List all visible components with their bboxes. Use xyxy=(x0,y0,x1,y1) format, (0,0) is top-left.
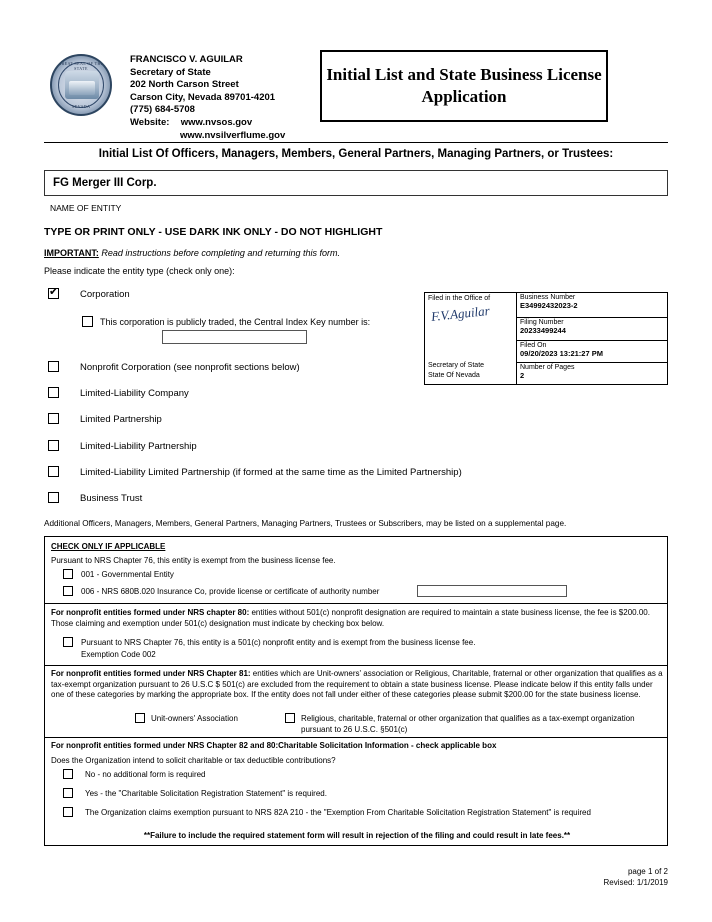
block-divider-3 xyxy=(45,737,667,738)
chapter82-heading: For nonprofit entities formed under NRS Chapter 82 and 80: xyxy=(51,741,279,750)
entity-name-label: NAME OF ENTITY xyxy=(50,203,122,213)
secretary-of-state-label: Secretary of State xyxy=(428,362,485,369)
label-no-additional-form: No - no additional form is required xyxy=(85,770,206,779)
label-publicly-traded: This corporation is publicly traded, the Central Index Key number is: xyxy=(100,317,371,327)
checkbox-unit-owners-association[interactable] xyxy=(135,713,145,723)
checkbox-insurance-co[interactable] xyxy=(63,586,73,596)
checkbox-business-trust[interactable] xyxy=(48,492,59,503)
label-claims-exemption: The Organization claims exemption pursuant to NRS 82A 210 - the "Exemption From Charitable Solicitation Registration Statement" is required xyxy=(85,808,591,817)
filed-on-value: 09/20/2023 13:21:27 PM xyxy=(520,349,603,358)
block-divider-1 xyxy=(45,603,667,604)
page-footer xyxy=(604,866,669,888)
label-501c-exempt: Pursuant to NRS Chapter 76, this entity is a 501(c) nonprofit entity and is exempt from the business license fee. xyxy=(81,638,476,647)
checkbox-limited-liability-limited-partnership[interactable] xyxy=(48,466,59,477)
additional-officers-note: Additional Officers, Managers, Members, General Partners, Managing Partners, Trustees or Subscribers, may be listed on a supplemental page. xyxy=(44,519,567,528)
office-phone: (775) 684-5708 xyxy=(130,104,195,116)
number-of-pages-value: 2 xyxy=(520,371,525,380)
label-limited-liability-limited-partnership: Limited-Liability Limited Partnership (if formed at the same time as the Limited Partnership) xyxy=(80,467,462,478)
print-instruction: TYPE OR PRINT ONLY - USE DARK INK ONLY - DO NOT HIGHLIGHT xyxy=(44,226,383,238)
insurance-license-number-input[interactable] xyxy=(417,585,567,597)
chapter80-heading: For nonprofit entities formed under NRS chapter 80: xyxy=(51,608,250,617)
checkbox-corporation[interactable] xyxy=(48,288,59,299)
exemption-code-002: Exemption Code 002 xyxy=(81,650,156,659)
failure-note: **Failure to include the required statement form will result in rejection of the filing and could result in late fees.** xyxy=(143,831,571,840)
filed-in-office-label: Filed in the Office of xyxy=(428,295,491,302)
label-insurance-co: 006 - NRS 680B.020 Insurance Co, provide license or certificate of authority number xyxy=(81,587,380,596)
check-only-if-applicable-heading: CHECK ONLY IF APPLICABLE xyxy=(51,542,166,551)
label-business-trust: Business Trust xyxy=(80,493,143,504)
checkbox-religious-charitable[interactable] xyxy=(285,713,295,723)
checkbox-501c-exempt[interactable] xyxy=(63,637,73,647)
checkbox-limited-partnership[interactable] xyxy=(48,413,59,424)
chapter82-heading-row xyxy=(51,741,496,752)
applicability-block xyxy=(44,536,668,846)
label-limited-liability-company: Limited-Liability Company xyxy=(80,388,189,399)
page-number: page 1 of 2 xyxy=(627,867,668,876)
charitable-solicitation-heading: Charitable Solicitation Information - check applicable box xyxy=(278,741,497,750)
label-unit-owners-association: Unit-owners' Association xyxy=(151,714,238,723)
label-limited-partnership: Limited Partnership xyxy=(80,414,162,425)
central-index-key-input[interactable] xyxy=(162,330,307,344)
entity-name-field[interactable] xyxy=(44,170,668,196)
number-of-pages-label: Number of Pages xyxy=(520,364,575,371)
signature-mark: F.V.Aguilar xyxy=(430,302,491,325)
form-title: Initial List and State Business License Application xyxy=(326,65,602,106)
filed-on-label: Filed On xyxy=(520,342,547,349)
section-title: Initial List Of Officers, Managers, Members, General Partners, Managing Partners, or Trustees: xyxy=(98,148,614,160)
office-address-block xyxy=(130,54,285,142)
label-yes-registration-statement: Yes - the "Charitable Solicitation Registration Statement" is required. xyxy=(85,789,327,798)
entity-name-value: FG Merger III Corp. xyxy=(53,177,157,189)
seal-bottom-text: NEVADA xyxy=(71,104,91,109)
checkbox-yes-registration-statement[interactable] xyxy=(63,788,73,798)
filing-number-value: 20233499244 xyxy=(520,326,566,335)
block-divider-2 xyxy=(45,665,667,666)
business-number-label: Business Number xyxy=(520,294,576,301)
office-address-line1: 202 North Carson Street xyxy=(130,79,239,91)
document-header xyxy=(44,46,668,141)
checkbox-no-additional-form[interactable] xyxy=(63,769,73,779)
business-number-value: E34992432023-2 xyxy=(520,301,578,310)
important-label: IMPORTANT: xyxy=(44,248,99,258)
website-primary[interactable]: www.nvsos.gov xyxy=(180,116,253,128)
checkbox-claims-exemption[interactable] xyxy=(63,807,73,817)
chapter82-question: Does the Organization intend to solicit charitable or tax deductible contributions? xyxy=(51,756,336,765)
checkbox-limited-liability-partnership[interactable] xyxy=(48,440,59,451)
officer-title: Secretary of State xyxy=(130,66,211,78)
entity-type-instruction: Please indicate the entity type (check only one): xyxy=(44,266,235,276)
label-limited-liability-partnership: Limited-Liability Partnership xyxy=(80,441,197,452)
label-corporation: Corporation xyxy=(80,289,130,300)
checkbox-governmental-entity[interactable] xyxy=(63,569,73,579)
form-title-box xyxy=(320,50,608,122)
label-religious-charitable: Religious, charitable, fraternal or other organization that qualifies as a tax-exempt organization pursuant to 26 U.S.C. §501(c) xyxy=(301,714,635,734)
label-governmental-entity: 001 - Governmental Entity xyxy=(81,570,174,579)
revision-date: Revised: 1/1/2019 xyxy=(603,878,668,887)
header-divider xyxy=(44,142,668,143)
checkbox-limited-liability-company[interactable] xyxy=(48,387,59,398)
filing-stamp-right xyxy=(517,293,667,384)
seal-top-text: GREAT SEAL OF THE STATE xyxy=(58,61,104,71)
important-text: Read instructions before completing and returning this form. xyxy=(101,248,340,258)
filing-number-label: Filing Number xyxy=(520,319,564,326)
chapter81-text: entities which are Unit-owners' association or Religious, Charitable, fraternal or other organization that qualifies as a tax-exempt organization pursuant to 26 U.S.C $ 501(c) are excluded from the requirement to obtain a state business license. Please indicate below if this entity falls under one of these categories by marking the appropriate box. If the entity does not fall under either of these categories please submit $200.00 for the state business license. xyxy=(51,669,663,699)
checkbox-nonprofit-corporation[interactable] xyxy=(48,361,59,372)
filing-stamp-left xyxy=(425,293,517,384)
label-nonprofit-corporation: Nonprofit Corporation (see nonprofit sections below) xyxy=(80,362,300,373)
important-note xyxy=(44,248,340,258)
chapter80-text: entities without 501(c) nonprofit designation are required to maintain a state business license, the fee is $200.00. Those claiming and exemption under 501(c) designation must indicate by checking box below. xyxy=(51,608,650,628)
chapter81-paragraph xyxy=(51,669,663,701)
chapter80-paragraph xyxy=(51,608,663,629)
office-address-line2: Carson City, Nevada 89701-4201 xyxy=(130,91,276,103)
checkbox-publicly-traded[interactable] xyxy=(82,316,93,327)
filing-stamp-box xyxy=(424,292,668,385)
state-seal-icon xyxy=(50,54,112,116)
chapter76-intro: Pursuant to NRS Chapter 76, this entity is exempt from the business license fee. xyxy=(51,556,336,565)
chapter81-heading: For nonprofit entities formed under NRS Chapter 81: xyxy=(51,669,251,678)
officer-name: FRANCISCO V. AGUILAR xyxy=(130,54,243,65)
website-secondary[interactable]: www.nvsilverflume.gov xyxy=(180,129,286,141)
website-label: Website: xyxy=(130,116,170,128)
state-of-nevada-label: State Of Nevada xyxy=(428,372,480,379)
